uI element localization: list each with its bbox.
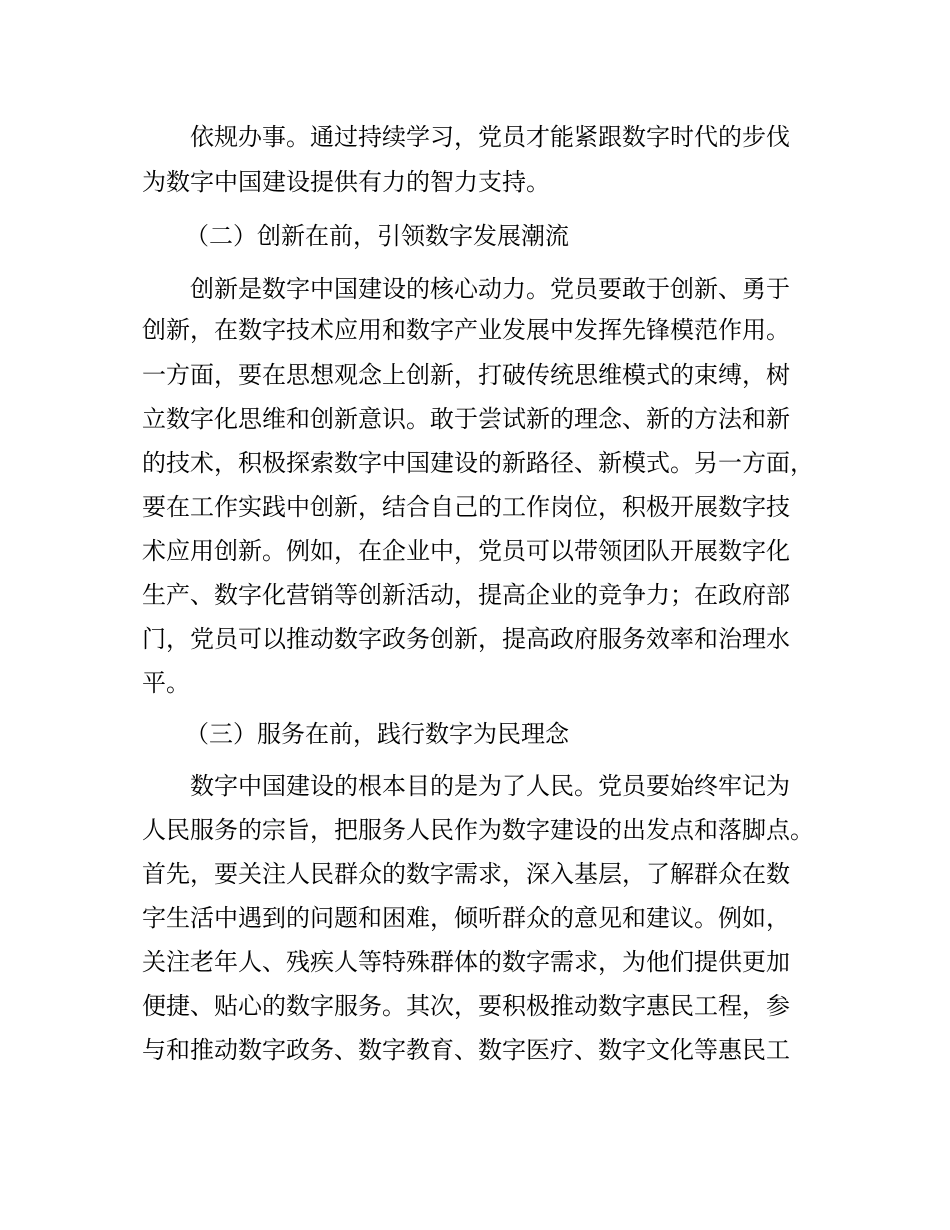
paragraph-line: 关注老年人、残疾人等特殊群体的数字需求，为他们提供更加 [142, 948, 790, 976]
paragraph-line: 与和推动数字政务、数字教育、数字医疗、数字文化等惠民工 [142, 1036, 790, 1064]
paragraph-line: 生产、数字化营销等创新活动，提高企业的竞争力；在政府部 [142, 581, 790, 609]
section-heading: （三）服务在前，践行数字为民理念 [185, 720, 569, 748]
paragraph-line: 首先，要关注人民群众的数字需求，深入基层，了解群众在数 [142, 860, 790, 888]
paragraph-line: 人民服务的宗旨，把服务人民作为数字建设的出发点和落脚点。 [142, 816, 814, 844]
paragraph-line: 平。 [142, 669, 190, 697]
paragraph-line: 一方面，要在思想观念上创新，打破传统思维模式的束缚，树 [142, 361, 790, 389]
paragraph-line: 字生活中遇到的问题和困难，倾听群众的意见和建议。例如， [142, 904, 790, 932]
paragraph-line: 创新是数字中国建设的核心动力。党员要敢于创新、勇于 [190, 275, 790, 303]
section-heading: （二）创新在前，引领数字发展潮流 [185, 222, 569, 250]
paragraph-line: 数字中国建设的根本目的是为了人民。党员要始终牢记为 [190, 772, 790, 800]
paragraph-line: 术应用创新。例如，在企业中，党员可以带领团队开展数字化 [142, 537, 790, 565]
paragraph-line: 门，党员可以推动数字政务创新，提高政府服务效率和治理水 [142, 625, 790, 653]
paragraph-line: 依规办事。通过持续学习，党员才能紧跟数字时代的步伐 [190, 123, 790, 151]
paragraph-line: 创新，在数字技术应用和数字产业发展中发挥先锋模范作用。 [142, 316, 790, 344]
paragraph-line: 的技术，积极探索数字中国建设的新路径、新模式。另一方面， [142, 449, 814, 477]
paragraph-line: 便捷、贴心的数字服务。其次，要积极推动数字惠民工程，参 [142, 992, 790, 1020]
paragraph-line: 为数字中国建设提供有力的智力支持。 [142, 168, 550, 196]
paragraph-line: 立数字化思维和创新意识。敢于尝试新的理念、新的方法和新 [142, 405, 790, 433]
paragraph-line: 要在工作实践中创新，结合自己的工作岗位，积极开展数字技 [142, 493, 790, 521]
